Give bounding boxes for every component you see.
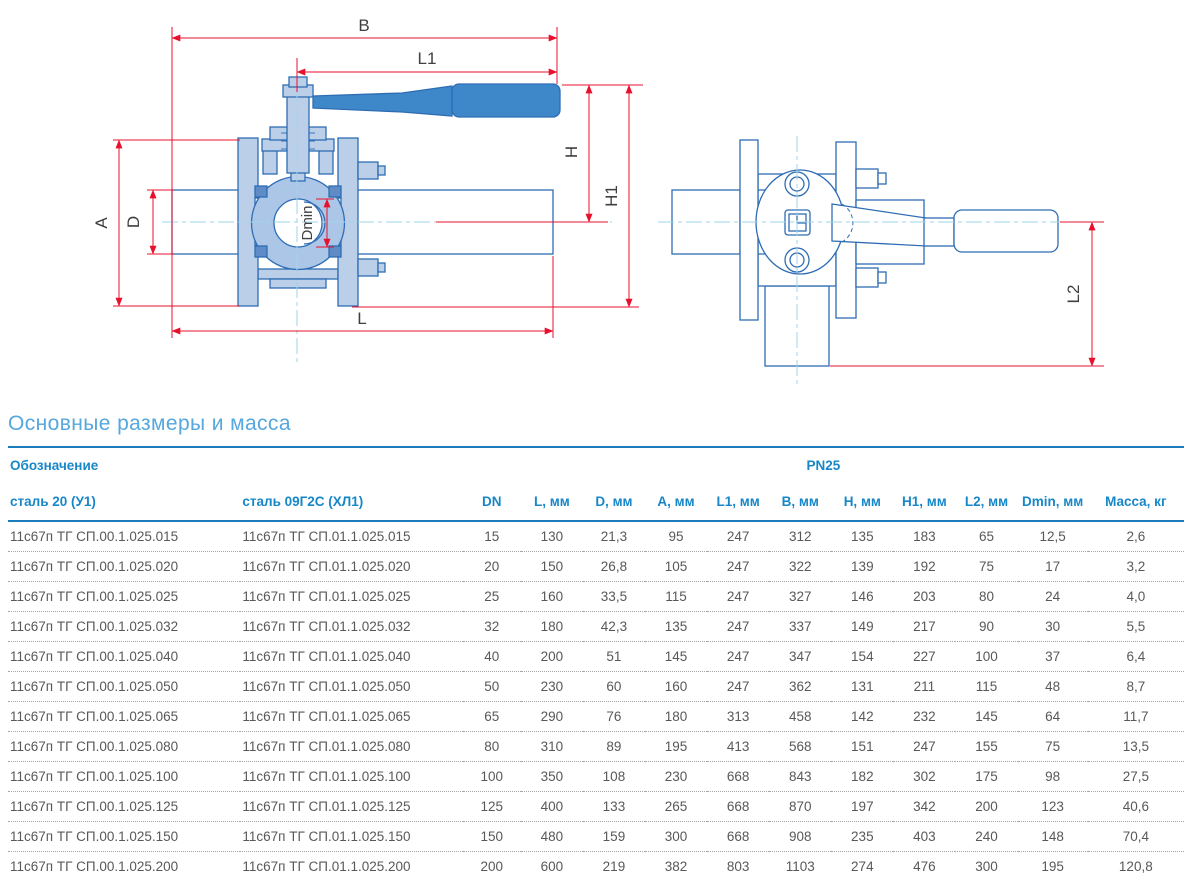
designation-cell: 11с67п ТГ СП.01.1.025.032 (240, 611, 462, 641)
value-cell: 568 (769, 731, 831, 761)
value-cell: 413 (707, 731, 769, 761)
col-header-dn: DN (463, 483, 521, 521)
value-cell: 8,7 (1088, 671, 1184, 701)
value-cell: 24 (1018, 581, 1088, 611)
table-group-header-row (8, 447, 1184, 483)
col-header-steel20: сталь 20 (У1) (8, 483, 240, 521)
value-cell: 200 (521, 641, 583, 671)
value-cell: 30 (1018, 611, 1088, 641)
handle-grip-side (954, 210, 1058, 252)
designation-cell: 11с67п ТГ СП.00.1.025.150 (8, 821, 240, 851)
value-cell: 200 (955, 791, 1017, 821)
value-cell: 312 (769, 521, 831, 551)
value-cell: 80 (955, 581, 1017, 611)
value-cell: 247 (707, 521, 769, 551)
value-cell: 75 (1018, 731, 1088, 761)
col-header-l2: L2, мм (955, 483, 1017, 521)
value-cell: 42,3 (583, 611, 645, 641)
value-cell: 247 (707, 671, 769, 701)
table-row (8, 581, 1184, 611)
value-cell: 48 (1018, 671, 1088, 701)
value-cell: 115 (645, 581, 707, 611)
value-cell: 668 (707, 791, 769, 821)
value-cell: 230 (645, 761, 707, 791)
designation-cell: 11с67п ТГ СП.00.1.025.100 (8, 761, 240, 791)
value-cell: 803 (726, 858, 750, 874)
value-cell: 403 (893, 821, 955, 851)
value-cell: 668 (707, 821, 769, 851)
value-cell: 302 (893, 761, 955, 791)
value-cell: 20 (463, 551, 521, 581)
col-header-dmin: Dmin, мм (1018, 483, 1088, 521)
value-cell: 40 (463, 641, 521, 671)
value-cell: 219 (602, 858, 626, 874)
technical-drawing (0, 0, 1200, 400)
dim-label-l2: L2 (1064, 284, 1083, 304)
value-cell: 195 (1041, 858, 1064, 874)
col-header-l1: L1, мм (707, 483, 769, 521)
value-cell: 480 (521, 821, 583, 851)
value-cell: 150 (463, 821, 521, 851)
designation-cell: 11с67п ТГ СП.01.1.025.080 (240, 731, 462, 761)
value-cell: 75 (955, 551, 1017, 581)
designation-cell: 11с67п ТГ СП.00.1.025.200 (10, 858, 179, 874)
value-cell: 274 (851, 858, 874, 874)
value-cell: 313 (707, 701, 769, 731)
value-cell: 247 (707, 581, 769, 611)
value-cell: 175 (955, 761, 1017, 791)
value-cell: 100 (955, 641, 1017, 671)
value-cell: 458 (769, 701, 831, 731)
value-cell: 76 (583, 701, 645, 731)
value-cell: 148 (1018, 821, 1088, 851)
value-cell: 65 (463, 701, 521, 731)
value-cell: 123 (1018, 791, 1088, 821)
value-cell: 115 (955, 671, 1017, 701)
dim-label-b: B (358, 16, 370, 35)
value-cell: 183 (893, 521, 955, 551)
value-cell: 203 (893, 581, 955, 611)
col-header-l: L, мм (521, 483, 583, 521)
value-cell: 32 (463, 611, 521, 641)
value-cell: 6,4 (1088, 641, 1184, 671)
table-row (8, 611, 1184, 641)
designation-cell: 11с67п ТГ СП.01.1.025.020 (240, 551, 462, 581)
value-cell: 382 (664, 858, 688, 874)
table-row (8, 761, 1184, 791)
value-cell: 11,7 (1088, 701, 1184, 731)
table-columns-header-row (8, 483, 1184, 521)
value-cell: 90 (955, 611, 1017, 641)
value-cell: 600 (540, 858, 564, 874)
value-cell: 247 (707, 611, 769, 641)
value-cell: 142 (831, 701, 893, 731)
flange-side-left (740, 140, 758, 320)
value-cell: 195 (645, 731, 707, 761)
designation-cell: 11с67п ТГ СП.01.1.025.125 (240, 791, 462, 821)
value-cell: 51 (583, 641, 645, 671)
value-cell: 247 (893, 731, 955, 761)
value-cell: 247 (707, 551, 769, 581)
value-cell: 125 (463, 791, 521, 821)
value-cell: 192 (893, 551, 955, 581)
designation-cell: 11с67п ТГ СП.00.1.025.125 (8, 791, 240, 821)
value-cell: 27,5 (1088, 761, 1184, 791)
table-row (8, 851, 1184, 881)
value-cell: 108 (583, 761, 645, 791)
value-cell: 60 (583, 671, 645, 701)
value-cell: 154 (831, 641, 893, 671)
value-cell: 37 (1018, 641, 1088, 671)
handle-grip (452, 84, 560, 117)
dim-label-h: H (562, 145, 581, 159)
value-cell: 240 (955, 821, 1017, 851)
section-title: Основные размеры и масса (8, 412, 291, 435)
value-cell: 342 (893, 791, 955, 821)
table-row (8, 791, 1184, 821)
designation-cell: 11с67п ТГ СП.00.1.025.065 (8, 701, 240, 731)
value-cell: 870 (769, 791, 831, 821)
value-cell: 217 (893, 611, 955, 641)
value-cell: 145 (955, 701, 1017, 731)
designation-cell: 11с67п ТГ СП.00.1.025.080 (8, 731, 240, 761)
valve-side-view (672, 140, 1058, 366)
value-cell: 182 (831, 761, 893, 791)
value-cell: 159 (583, 821, 645, 851)
value-cell: 131 (831, 671, 893, 701)
value-cell: 347 (769, 641, 831, 671)
value-cell: 668 (707, 761, 769, 791)
value-cell: 350 (521, 761, 583, 791)
value-cell: 4,0 (1088, 581, 1184, 611)
value-cell: 100 (463, 761, 521, 791)
value-cell: 26,8 (583, 551, 645, 581)
table-row (8, 731, 1184, 761)
designation-cell: 11с67п ТГ СП.01.1.025.200 (242, 858, 411, 874)
designation-group-header: Обозначение (8, 447, 463, 483)
table-body (8, 521, 1184, 881)
value-cell: 13,5 (1088, 731, 1184, 761)
value-cell: 160 (645, 671, 707, 701)
dim-label-h1: H1 (602, 185, 621, 207)
value-cell: 150 (521, 551, 583, 581)
value-cell: 300 (975, 858, 998, 874)
table-row (8, 821, 1184, 851)
value-cell: 476 (913, 858, 936, 874)
value-cell: 197 (831, 791, 893, 821)
designation-cell: 11с67п ТГ СП.00.1.025.025 (8, 581, 240, 611)
value-cell: 327 (769, 581, 831, 611)
dimensions-table (8, 446, 1184, 881)
designation-cell: 11с67п ТГ СП.01.1.025.065 (240, 701, 462, 731)
table-row (8, 641, 1184, 671)
value-cell: 290 (521, 701, 583, 731)
value-cell: 50 (463, 671, 521, 701)
col-header-b: B, мм (769, 483, 831, 521)
value-cell: 310 (521, 731, 583, 761)
col-header-h: H, мм (831, 483, 893, 521)
value-cell: 135 (645, 611, 707, 641)
value-cell: 230 (521, 671, 583, 701)
value-cell: 146 (831, 581, 893, 611)
designation-cell: 11с67п ТГ СП.01.1.025.100 (240, 761, 462, 791)
value-cell: 235 (831, 821, 893, 851)
value-cell: 300 (645, 821, 707, 851)
dim-label-d: D (124, 215, 143, 229)
value-cell: 232 (893, 701, 955, 731)
designation-cell: 11с67п ТГ СП.00.1.025.032 (8, 611, 240, 641)
value-cell: 2,6 (1088, 521, 1184, 551)
value-cell: 149 (831, 611, 893, 641)
value-cell: 843 (769, 761, 831, 791)
designation-cell: 11с67п ТГ СП.00.1.025.015 (8, 521, 240, 551)
value-cell: 12,5 (1018, 521, 1088, 551)
value-cell: 139 (831, 551, 893, 581)
designation-cell: 11с67п ТГ СП.00.1.025.020 (8, 551, 240, 581)
value-cell: 64 (1018, 701, 1088, 731)
value-cell: 25 (463, 581, 521, 611)
value-cell: 133 (583, 791, 645, 821)
value-cell: 105 (645, 551, 707, 581)
table-row (8, 551, 1184, 581)
designation-cell: 11с67п ТГ СП.01.1.025.150 (240, 821, 462, 851)
value-cell: 98 (1018, 761, 1088, 791)
table-row (8, 671, 1184, 701)
stem (287, 95, 309, 173)
value-cell: 135 (831, 521, 893, 551)
value-cell: 89 (583, 731, 645, 761)
value-cell: 227 (893, 641, 955, 671)
value-cell: 1103 (785, 858, 815, 874)
value-cell: 180 (645, 701, 707, 731)
designation-cell: 11с67п ТГ СП.01.1.025.015 (240, 521, 462, 551)
handle-arm (313, 86, 452, 116)
value-cell: 155 (955, 731, 1017, 761)
value-cell: 180 (521, 611, 583, 641)
value-cell: 65 (955, 521, 1017, 551)
valve-drawing-svg (0, 0, 1200, 400)
table-row (8, 521, 1184, 551)
dim-label-a: A (92, 217, 111, 229)
value-cell: 40,6 (1088, 791, 1184, 821)
col-header-h1: H1, мм (893, 483, 955, 521)
value-cell: 17 (1018, 551, 1088, 581)
pn-group-header: PN25 (463, 447, 1184, 483)
dim-label-l1: L1 (417, 49, 437, 68)
value-cell: 908 (769, 821, 831, 851)
value-cell: 322 (769, 551, 831, 581)
col-header-d: D, мм (583, 483, 645, 521)
value-cell: 151 (831, 731, 893, 761)
designation-cell: 11с67п ТГ СП.01.1.025.050 (240, 671, 462, 701)
value-cell: 120,8 (1118, 858, 1153, 874)
table-row (8, 701, 1184, 731)
value-cell: 265 (645, 791, 707, 821)
value-cell: 337 (769, 611, 831, 641)
value-cell: 3,2 (1088, 551, 1184, 581)
col-header-mass: Масса, кг (1088, 483, 1184, 521)
designation-cell: 11с67п ТГ СП.01.1.025.025 (240, 581, 462, 611)
value-cell: 211 (893, 671, 955, 701)
value-cell: 33,5 (583, 581, 645, 611)
designation-cell: 11с67п ТГ СП.00.1.025.050 (8, 671, 240, 701)
value-cell: 80 (463, 731, 521, 761)
value-cell: 70,4 (1088, 821, 1184, 851)
value-cell: 95 (645, 521, 707, 551)
value-cell: 400 (521, 791, 583, 821)
valve-front-view (172, 77, 560, 306)
value-cell: 247 (707, 641, 769, 671)
designation-cell: 11с67п ТГ СП.01.1.025.040 (240, 641, 462, 671)
value-cell: 145 (645, 641, 707, 671)
value-cell: 160 (521, 581, 583, 611)
value-cell: 130 (521, 521, 583, 551)
col-header-steel09g2s: сталь 09Г2С (ХЛ1) (240, 483, 462, 521)
value-cell: 21,3 (583, 521, 645, 551)
dim-label-l: L (357, 309, 367, 328)
dim-label-dmin: Dmin (299, 205, 316, 241)
value-cell: 15 (463, 521, 521, 551)
value-cell: 200 (480, 858, 504, 874)
col-header-a: A, мм (645, 483, 707, 521)
designation-cell: 11с67п ТГ СП.00.1.025.040 (8, 641, 240, 671)
value-cell: 362 (769, 671, 831, 701)
value-cell: 5,5 (1088, 611, 1184, 641)
